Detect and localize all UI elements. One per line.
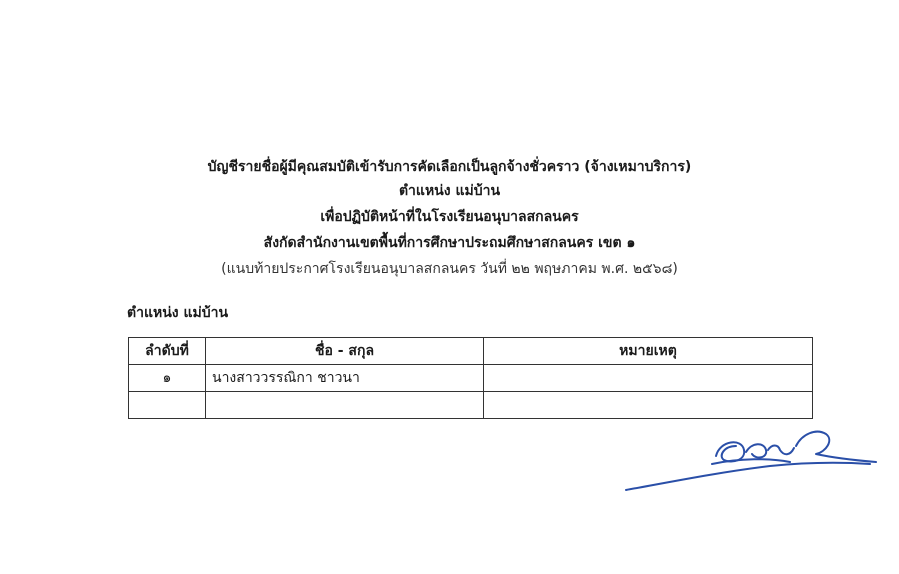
- handwritten-signature: [620, 420, 890, 500]
- header-name: ชื่อ - สกุล: [206, 338, 484, 365]
- position-label: ตำแหน่ง แม่บ้าน: [127, 305, 229, 321]
- title-line-4: สังกัดสำนักงานเขตพื้นที่การศึกษาประถมศึกษาสกลนคร เขต ๑: [263, 235, 636, 251]
- candidate-table: [128, 337, 813, 419]
- title-line-2: ตำแหน่ง แม่บ้าน: [398, 183, 501, 199]
- title-line-5: (แนบท้ายประกาศโรงเรียนอนุบาลสกลนคร วันที่ ๒๒ พฤษภาคม พ.ศ. ๒๕๖๘): [221, 261, 678, 277]
- row-remark: [484, 392, 813, 419]
- row-name: นางสาววรรณิกา ชาวนา: [206, 365, 484, 392]
- title-line-1: บัญชีรายชื่อผู้มีคุณสมบัติเข้ารับการคัดเลือกเป็นลูกจ้างชั่วคราว (จ้างเหมาบริการ): [207, 159, 692, 175]
- row-order: ๑: [129, 365, 206, 392]
- table-header-row: [129, 338, 813, 365]
- title-line-3: เพื่อปฏิบัติหน้าที่ในโรงเรียนอนุบาลสกลนคร: [320, 209, 579, 225]
- header-order: ลำดับที่: [129, 338, 206, 365]
- row-order: [129, 392, 206, 419]
- header-remark: หมายเหตุ: [484, 338, 813, 365]
- table-row: [129, 392, 813, 419]
- row-remark: [484, 365, 813, 392]
- table-row: [129, 365, 813, 392]
- row-name: [206, 392, 484, 419]
